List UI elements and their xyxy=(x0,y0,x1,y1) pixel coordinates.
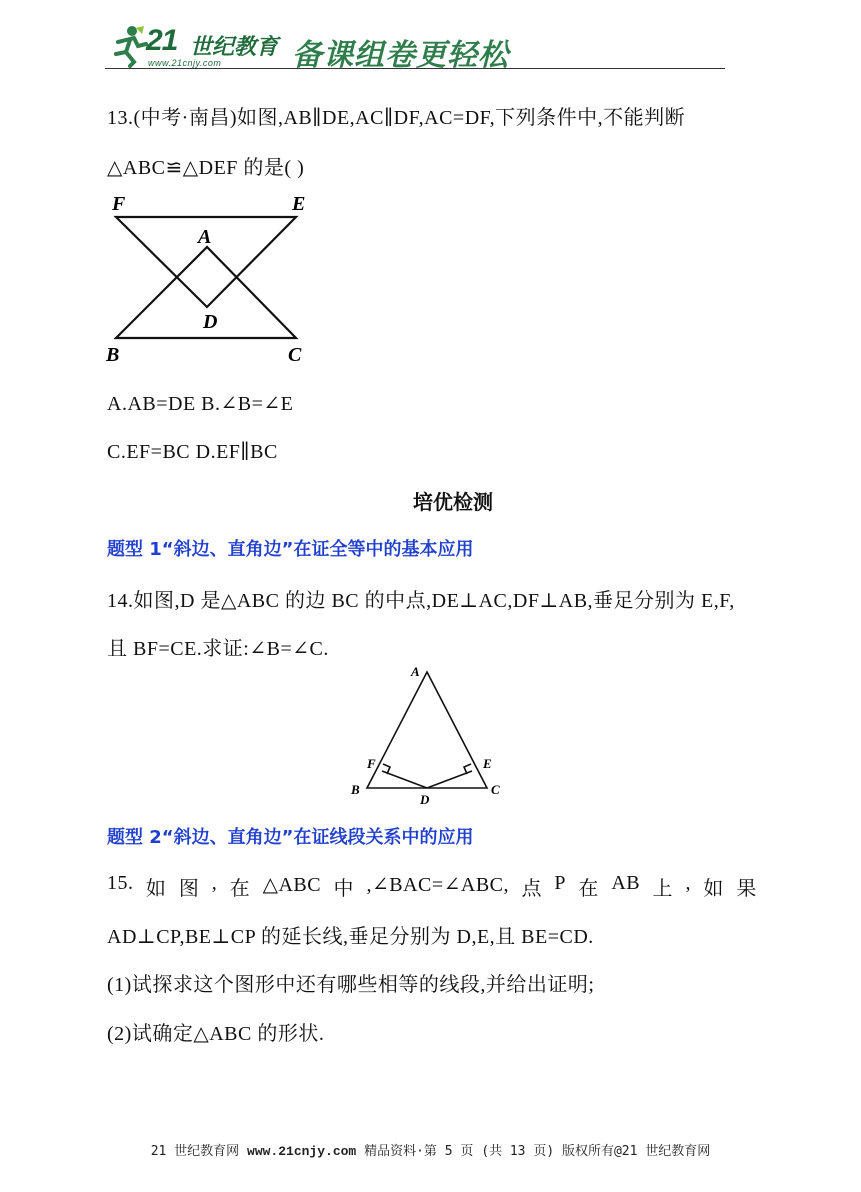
q15-word: P xyxy=(554,872,566,894)
q13-line2: △ABC≌△DEF 的是( ) xyxy=(107,157,305,179)
footer-site: 21 世纪教育网 xyxy=(150,1144,240,1159)
type2-title: 题型 2“斜边、直角边”在证线段关系中的应用 xyxy=(107,827,474,848)
footer-page-info: 精品资料·第 5 页 (共 13 页) xyxy=(364,1144,555,1159)
q15-part1: (1)试探求这个图形中还有哪些相等的线段,并给出证明; xyxy=(107,974,595,996)
q15-word: , xyxy=(685,872,691,894)
segment-df xyxy=(382,771,427,788)
q15-word: , xyxy=(211,872,218,894)
label-F: F xyxy=(112,193,126,215)
label-B: B xyxy=(351,782,360,797)
label-D: D xyxy=(203,311,218,333)
label-A: A xyxy=(198,226,212,248)
label-F: F xyxy=(367,756,376,771)
footer-copyright: 版权所有@21 世纪教育网 xyxy=(561,1144,711,1159)
q15-line1 xyxy=(107,872,757,901)
section-title: 培优检测 xyxy=(413,490,493,514)
q15-word: ,∠BAC=∠ABC, xyxy=(366,874,510,896)
q15-word: 上 xyxy=(652,878,674,900)
q15-word: 点 xyxy=(521,878,542,900)
segment-de xyxy=(427,771,472,788)
q15-word: AB xyxy=(611,872,641,894)
triangle-abc xyxy=(367,672,487,788)
q15-word: 果 xyxy=(736,878,757,900)
q13-line1: 13.(中考·南昌)如图,AB∥DE,AC∥DF,AC=DF,下列条件中,不能判断 xyxy=(107,107,686,129)
q13-figure xyxy=(100,185,320,370)
label-D: D xyxy=(420,792,430,807)
q14-figure xyxy=(345,660,515,810)
label-C: C xyxy=(288,344,302,366)
q15-word: 在 xyxy=(578,878,599,900)
q15-word: 15. xyxy=(107,872,134,894)
q15-word: △ABC xyxy=(262,874,322,896)
label-C: C xyxy=(491,782,500,797)
q15-word: 中 xyxy=(333,878,355,900)
runner-logo-icon xyxy=(108,24,148,68)
label-E: E xyxy=(483,756,492,771)
footer-url[interactable]: www.21cnjy.com xyxy=(247,1144,357,1159)
q15-word: 如 xyxy=(145,878,167,900)
label-E: E xyxy=(292,193,306,215)
label-A: A xyxy=(411,664,420,679)
logo-number: 21 xyxy=(146,24,178,57)
logo-url: www.21cnjy.com xyxy=(148,58,222,68)
q15-part2: (2)试确定△ABC 的形状. xyxy=(107,1023,325,1045)
q14-line2: 且 BF=CE.求证:∠B=∠C. xyxy=(107,638,329,660)
logo-text: 世纪教育 xyxy=(190,35,279,60)
page-footer xyxy=(0,1140,861,1159)
header-divider xyxy=(105,68,725,69)
q15-word: 如 xyxy=(703,878,724,900)
q15-word: 图 xyxy=(178,878,200,900)
label-B: B xyxy=(106,344,120,366)
q13-options-line1: A.AB=DE B.∠B=∠E xyxy=(107,393,294,415)
q14-line1: 14.如图,D 是△ABC 的边 BC 的中点,DE⊥AC,DF⊥AB,垂足分别为 E,F, xyxy=(107,590,735,612)
q15-line2: AD⊥CP,BE⊥CP 的延长线,垂足分别为 D,E,且 BE=CD. xyxy=(107,926,594,948)
q15-word: 在 xyxy=(229,878,251,900)
q13-options-line2: C.EF=BC D.EF∥BC xyxy=(107,441,278,463)
header-slogan: 备课组卷更轻松 xyxy=(292,38,509,73)
type1-title: 题型 1“斜边、直角边”在证全等中的基本应用 xyxy=(107,539,474,560)
